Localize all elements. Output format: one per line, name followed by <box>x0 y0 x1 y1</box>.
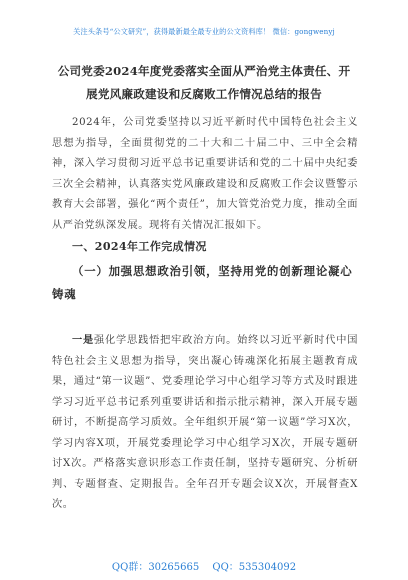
header-notice: 关注头条号“公文研究”，获得最新最全最专业的公文资料库！ 微信：gongwenyj <box>73 27 335 36</box>
section-heading: 一、2024年工作完成情况 <box>72 240 207 253</box>
body-paragraph <box>52 330 358 516</box>
qq-group-label: QQ群：30265665 <box>111 562 200 573</box>
footer-contact <box>0 558 408 573</box>
paragraph-text: 强化学思践悟把牢政治方向。始终以习近平新时代中国特色社会主义思想为指导，突出凝心铸魂深化拓展主题教育成果，通过“第一议题”、党委理论学习中心组学习等方式及时跟进学习习近平总书记系列重要讲话和指示批示精神，深入开展专题研讨，不断提高学习质效。全年组织开展“第一议题”学习X次，学习内容X项，开展党委理论学习中心组学习X次，开展专题研讨X次。严格落实意识形态工作责任制，坚持专题研究、分析研判、专题督查、定期报告。全年召开专题会议X次，开展督查X次。 <box>52 335 359 510</box>
intro-paragraph: 2024年，公司党委坚持以习近平新时代中国特色社会主义思想为指导，全面贯彻党的二十大和二十届二中、三中全会精神，深入学习贯彻习近平总书记重要讲话和党的二十届中央纪委三次全会精神，认真落实党风廉政建设和反腐败工作会议暨警示教育大会部署，强化“两个责任”，加大管党治党力度，推动全面从严治党纵深发展。现将有关情况汇报如下。 <box>52 117 358 231</box>
subsection-heading: （一）加强思想政治引领，坚持用党的创新理论凝心铸魂 <box>52 264 353 301</box>
qq-number-label: QQ：535304092 <box>212 562 297 573</box>
document-title: 公司党委2024年度党委落实全面从严治党主体责任、开展党风廉政建设和反腐败工作情况总结的报告 <box>57 64 351 101</box>
paragraph-lead: 一是 <box>72 334 95 346</box>
